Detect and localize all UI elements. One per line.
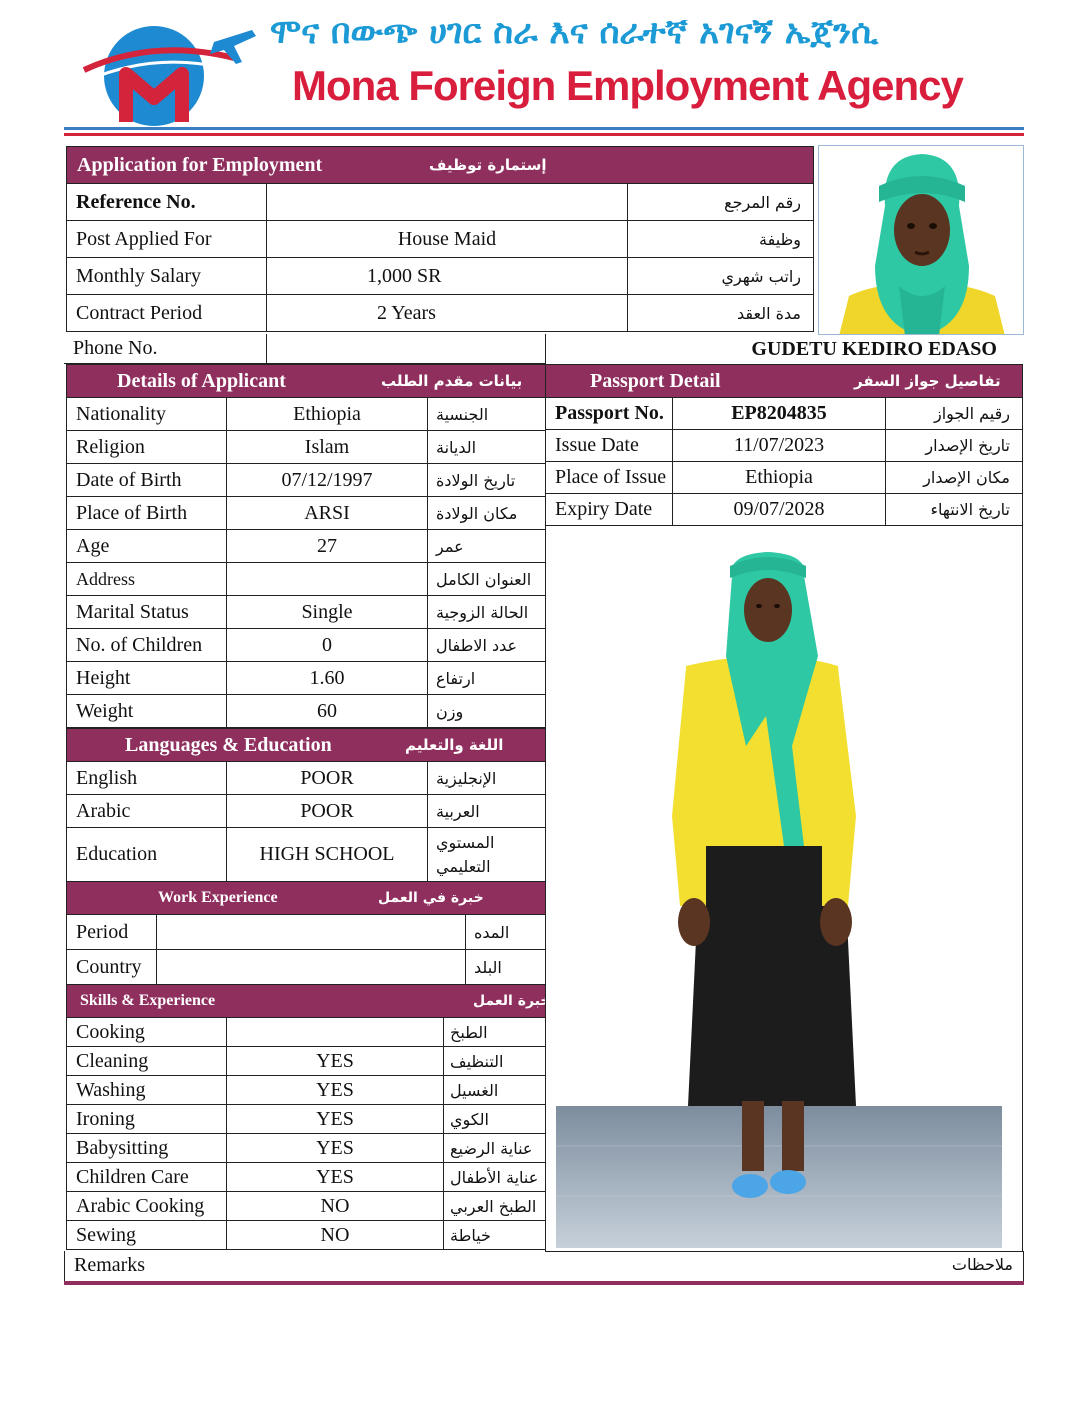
skill-babysitting-value: YES [226, 1133, 444, 1163]
period-value [156, 914, 466, 950]
skills-header [66, 984, 551, 1018]
nationality-label: Nationality [66, 397, 227, 431]
pob-label-ar: مكان الولادة [427, 496, 546, 530]
skill-cleaning-label: Cleaning [66, 1046, 227, 1076]
period-label-ar: المده [465, 914, 546, 950]
passport-no-value: EP8204835 [672, 397, 886, 430]
contract-value: 2 Years [266, 294, 628, 332]
english-label-ar: الإنجليزية [427, 761, 546, 795]
skill-sewing-value: NO [226, 1220, 444, 1250]
education-value: HIGH SCHOOL [226, 827, 428, 882]
address-label: Address [66, 562, 227, 596]
arabic-value: POOR [226, 794, 428, 828]
headshot-photo-icon [819, 146, 1024, 335]
reference-label-ar: رقم المرجع [627, 183, 814, 221]
issue-date-label-ar: تاريخ الإصدار [885, 429, 1023, 462]
address-value [226, 562, 428, 596]
country-value [156, 949, 466, 985]
religion-label-ar: الديانة [427, 430, 546, 464]
salary-value: 1,000 SR [266, 257, 628, 295]
skill-cooking-label: Cooking [66, 1017, 227, 1047]
skill-babysitting-label-ar: عناية الرضيع [443, 1133, 546, 1163]
country-label-ar: البلد [465, 949, 546, 985]
english-label: English [66, 761, 227, 795]
passport-title-en: Passport Detail [590, 369, 721, 392]
skill-arabic-cooking-label: Arabic Cooking [66, 1191, 227, 1221]
skill-childcare-label: Children Care [66, 1162, 227, 1192]
details-title-ar: بيانات مقدم الطلب [381, 372, 523, 390]
languages-title-en: Languages & Education [125, 733, 332, 756]
details-title-en: Details of Applicant [117, 369, 286, 392]
children-label-ar: عدد الاطفال [427, 628, 546, 662]
country-label: Country [66, 949, 157, 985]
dob-label: Date of Birth [66, 463, 227, 497]
details-header [66, 364, 546, 398]
weight-label-ar: وزن [427, 694, 546, 728]
issue-date-value: 11/07/2023 [672, 429, 886, 462]
passport-title-ar: تفاصيل جواز السفر [854, 372, 1001, 390]
skill-ironing-label-ar: الكوي [443, 1104, 546, 1134]
issue-date-label: Issue Date [545, 429, 673, 462]
dob-value: 07/12/1997 [226, 463, 428, 497]
reference-value [266, 183, 628, 221]
expiry-date-label: Expiry Date [545, 493, 673, 526]
height-label: Height [66, 661, 227, 695]
header-divider [64, 127, 1024, 130]
applicant-full-body-photo [556, 546, 1002, 1248]
agency-logo-icon [74, 18, 264, 130]
post-label-ar: وظيفة [627, 220, 814, 258]
skill-cleaning-label-ar: التنظيف [443, 1046, 546, 1076]
contract-label-ar: مدة العقد [627, 294, 814, 332]
dob-label-ar: تاريخ الولادة [427, 463, 546, 497]
age-label: Age [66, 529, 227, 563]
children-label: No. of Children [66, 628, 227, 662]
languages-header [66, 728, 546, 762]
place-of-issue-label-ar: مكان الإصدار [885, 461, 1023, 494]
expiry-date-label-ar: تاريخ الانتهاء [885, 493, 1023, 526]
skills-title-en: Skills & Experience [80, 992, 216, 1009]
remarks-bottom-border [64, 1281, 1024, 1285]
application-title-ar: إستمارة توظيف [429, 156, 547, 174]
remarks-label-ar: ملاحظات [951, 1255, 1013, 1274]
amharic-title: ሞና በውጭ ሀገር ስራ እና ሰራተኛ አገናኝ ኤጀንሲ [270, 12, 879, 52]
age-value: 27 [226, 529, 428, 563]
arabic-label: Arabic [66, 794, 227, 828]
pob-value: ARSI [226, 496, 428, 530]
english-value: POOR [226, 761, 428, 795]
weight-value: 60 [226, 694, 428, 728]
skill-washing-label-ar: الغسيل [443, 1075, 546, 1105]
skill-cleaning-value: YES [226, 1046, 444, 1076]
applicant-name: GUDETU KEDIRO EDASO [751, 337, 997, 360]
passport-header [545, 364, 1023, 398]
agency-header [0, 0, 1088, 145]
application-header [66, 146, 814, 184]
skill-cooking-label-ar: الطبخ [443, 1017, 546, 1047]
weight-label: Weight [66, 694, 227, 728]
skill-sewing-label: Sewing [66, 1220, 227, 1250]
full-body-photo-icon [556, 546, 1002, 1248]
remarks-row [64, 1251, 1024, 1281]
skill-childcare-value: YES [226, 1162, 444, 1192]
place-of-issue-label: Place of Issue [545, 461, 673, 494]
english-title: Mona Foreign Employment Agency [292, 62, 963, 109]
height-value: 1.60 [226, 661, 428, 695]
nationality-label-ar: الجنسية [427, 397, 546, 431]
children-value: 0 [226, 628, 428, 662]
address-label-ar: العنوان الكامل [427, 562, 546, 596]
work-header [66, 881, 546, 915]
contract-label: Contract Period [66, 294, 267, 332]
skills-title-ar: خبرة العمل [473, 993, 551, 1009]
work-title-en: Work Experience [158, 889, 278, 906]
phone-label: Phone No. [64, 334, 267, 364]
passport-no-label: Passport No. [545, 397, 673, 430]
skill-arabic-cooking-label-ar: الطبخ العربي [443, 1191, 546, 1221]
period-label: Period [66, 914, 157, 950]
skill-ironing-value: YES [226, 1104, 444, 1134]
skill-washing-value: YES [226, 1075, 444, 1105]
religion-value: Islam [226, 430, 428, 464]
work-title-ar: خبرة في العمل [378, 890, 484, 906]
expiry-date-value: 09/07/2028 [672, 493, 886, 526]
skill-ironing-label: Ironing [66, 1104, 227, 1134]
marital-label: Marital Status [66, 595, 227, 629]
age-label-ar: عمر [427, 529, 546, 563]
education-label-ar: المستوي التعليمي [427, 827, 546, 882]
applicant-headshot [818, 145, 1024, 335]
education-label: Education [66, 827, 227, 882]
phone-value [266, 334, 546, 364]
skill-childcare-label-ar: عناية الأطفال [443, 1162, 546, 1192]
marital-label-ar: الحالة الزوجية [427, 595, 546, 629]
place-of-issue-value: Ethiopia [672, 461, 886, 494]
marital-value: Single [226, 595, 428, 629]
passport-no-label-ar: رقيم الجواز [885, 397, 1023, 430]
application-title-en: Application for Employment [77, 153, 323, 176]
skill-arabic-cooking-value: NO [226, 1191, 444, 1221]
post-value: House Maid [266, 220, 628, 258]
nationality-value: Ethiopia [226, 397, 428, 431]
salary-label-ar: راتب شهري [627, 257, 814, 295]
languages-title-ar: اللغة والتعليم [405, 736, 504, 754]
religion-label: Religion [66, 430, 227, 464]
height-label-ar: ارتفاع [427, 661, 546, 695]
pob-label: Place of Birth [66, 496, 227, 530]
skill-sewing-label-ar: خياطة [443, 1220, 546, 1250]
skill-babysitting-label: Babysitting [66, 1133, 227, 1163]
skill-cooking-value [226, 1017, 444, 1047]
header-divider-red [64, 133, 1024, 136]
post-label: Post Applied For [66, 220, 267, 258]
arabic-label-ar: العربية [427, 794, 546, 828]
salary-label: Monthly Salary [66, 257, 267, 295]
reference-label: Reference No. [66, 183, 267, 221]
skill-washing-label: Washing [66, 1075, 227, 1105]
remarks-label: Remarks [74, 1254, 146, 1276]
